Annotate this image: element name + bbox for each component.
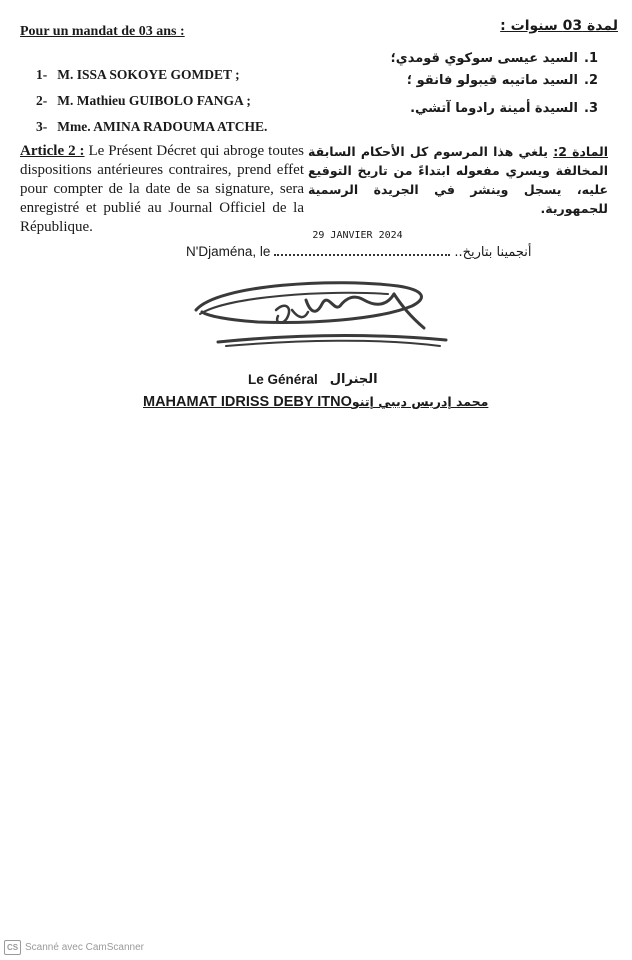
date-dotted-line: [274, 230, 450, 256]
list-item: 3. السيدة أمينة رادوما آتشي.: [410, 101, 598, 116]
place-arabic: أنجمينا بتاريخ..: [454, 245, 532, 260]
list-item: 2. السيد ماتيبه قيبولو فانقو ؛: [406, 73, 598, 88]
signing-date: 29 JANVIER 2024: [312, 230, 403, 241]
article-label: المادة 2:: [553, 144, 608, 159]
article-label: Article 2 :: [20, 143, 85, 159]
arabic-member-list: [391, 48, 598, 120]
watermark-text: Scanné avec CamScanner: [25, 942, 144, 953]
list-item: 1- M. ISSA SOKOYE GOMDET ;: [36, 67, 240, 82]
article-text: Le Présent Décret qui abroge toutes dispositions antérieures contraires, prend effet pour compter de la date de sa signature, sera enregistré et publié au Journal Officiel de la République.: [20, 143, 304, 235]
scanner-watermark: [4, 940, 144, 955]
article-text: يلغي هذا المرسوم كل الأحكام السابقة المخالفة ويسري مفعوله ابتداءً من تاريخ التوقيع عليه، يسجل وينشر في الجريدة الرسمية للجمهورية.: [308, 144, 608, 216]
signature-image: [188, 276, 454, 352]
french-member-list: [36, 62, 267, 140]
french-heading: Pour un mandat de 03 ans :: [20, 24, 185, 39]
list-item: 2- M. Mathieu GUIBOLO FANGA ;: [36, 93, 251, 108]
signing-date-line: [186, 230, 532, 260]
signatory-rank: Le Général الجنرال: [248, 372, 378, 387]
camscanner-logo-icon: CS: [4, 940, 21, 955]
list-item: 1. السيد عيسى سوكوي قومدي؛: [390, 51, 598, 66]
article-2-arabic: [308, 142, 608, 218]
place-french: N'Djaména, le: [186, 244, 271, 259]
arabic-heading: لمدة 03 سنوات :: [500, 18, 618, 34]
article-2-french: [20, 142, 304, 237]
signatory-name: MAHAMAT IDRISS DEBY ITNO محمد إدريس ديبي إتنو: [143, 394, 489, 410]
list-item: 3- Mme. AMINA RADOUMA ATCHE.: [36, 119, 268, 134]
